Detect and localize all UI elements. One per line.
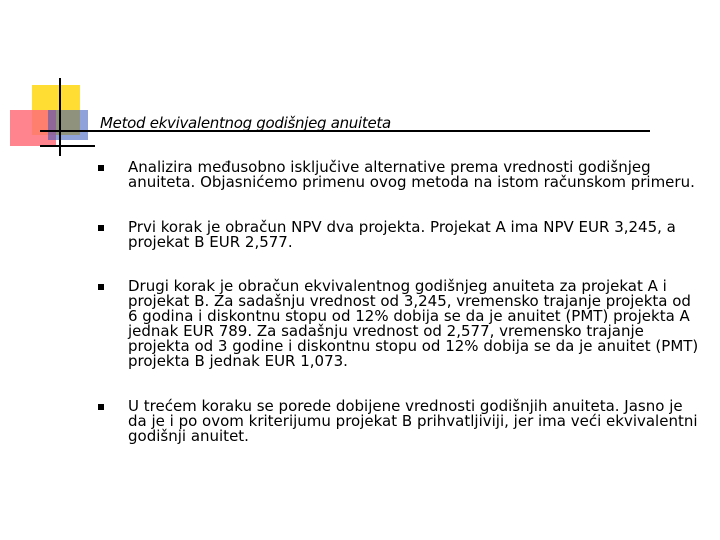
bullet-text: Prvi korak je obračun NPV dva projekta. Projekat A ima NPV EUR 3,245, a projekat B EUR 2,577. — [128, 218, 676, 251]
bullet-text: Drugi korak je obračun ekvivalentnog godišnjeg anuiteta za projekat A i projekat B. Za sadašnju vrednost od 3,245, vremensko trajanje projekta od 6 godina i diskontnu stopu od 12% dobija se da je anuitet (PMT) projekta A jednak EUR 789. Za sadašnju vrednost od 2,577, vremensko trajanje projekta od 3 godine i diskontnu stopu od 12% dobija se da je anuitet (PMT) projekta B jednak EUR 1,073. — [128, 277, 699, 370]
bullet-list — [98, 160, 703, 474]
bullet-item — [98, 220, 703, 250]
bullet-item — [98, 399, 703, 444]
square-bullet-icon — [98, 404, 104, 410]
title-decoration-short-line — [40, 145, 95, 147]
slide-title: Metod ekvivalentnog godišnjeg anuiteta — [100, 114, 391, 132]
square-bullet-icon — [98, 284, 104, 290]
bullet-text: Analizira međusobno isključive alternative prema vrednosti godišnjeg anuiteta. Objasnićemo primenu ovog metoda na istom računskom primeru. — [128, 158, 695, 191]
bullet-item — [98, 160, 703, 190]
title-decoration-blue-block — [48, 110, 88, 140]
bullet-text: U trećem koraku se porede dobijene vrednosti godišnjih anuiteta. Jasno je da je i po ovom kriterijumu projekat B prihvatljiviji, jer ima veći ekvivalentni godišnji anuitet. — [128, 397, 698, 445]
square-bullet-icon — [98, 165, 104, 171]
bullet-item — [98, 279, 703, 369]
square-bullet-icon — [98, 225, 104, 231]
